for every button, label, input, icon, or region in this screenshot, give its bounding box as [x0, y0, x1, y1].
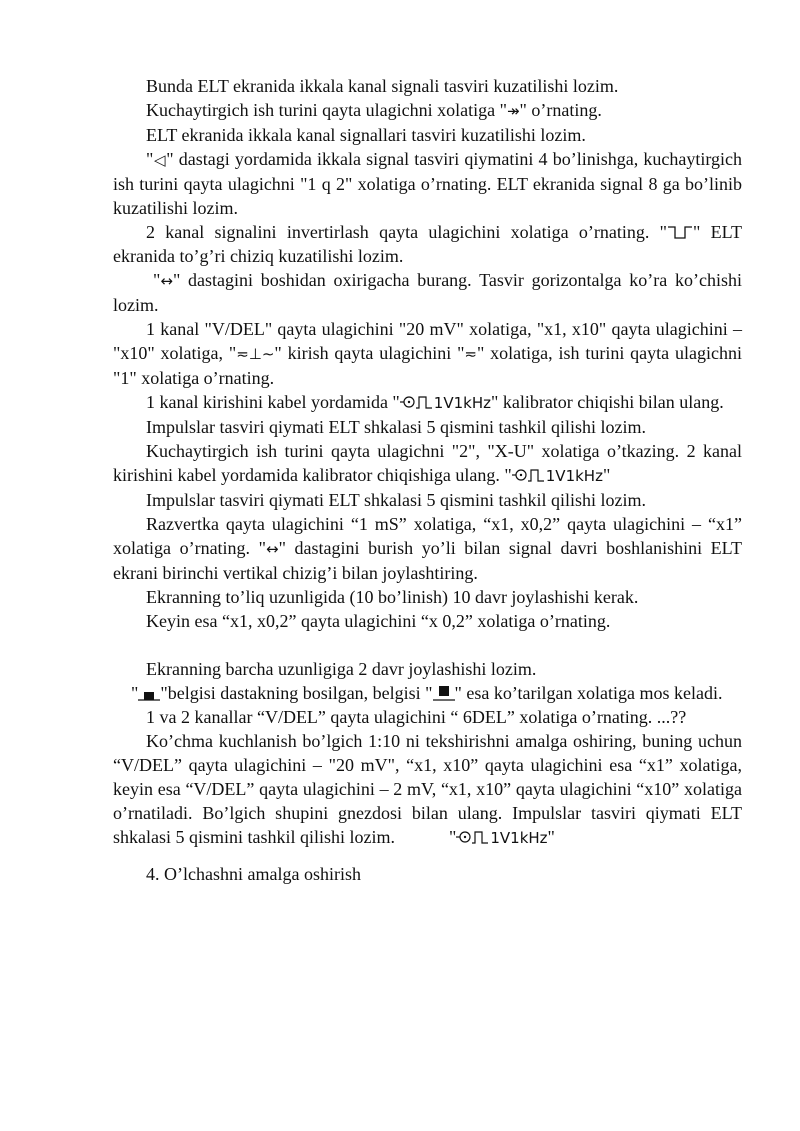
- paragraph-12: [113, 512, 742, 585]
- calibrator-symbol: [400, 394, 491, 412]
- paragraph-4-text-a: ": [146, 149, 154, 169]
- paragraph-7-text-c: " xolatiga, ish turini qayta ulagichni "1" xolatiga o’rnating.: [113, 343, 742, 388]
- paragraph-2-text-a: Kuchaytirgich ish turini qayta ulagichni xolatiga ": [146, 100, 507, 120]
- paragraph-5-text-b: " ELT ekranida to’g’ri chiziq kuzatilishi lozim.: [113, 222, 742, 266]
- left-triangle-icon: ◁: [153, 151, 167, 169]
- paragraph-15: Ekranning barcha uzunligiga 2 davr joylashishi lozim.: [146, 659, 537, 679]
- paragraph-5-text-a: 2 kanal signalini invertirlash qayta ulagichini xolatiga o’rnating. ": [146, 222, 668, 242]
- released-button-icon: [433, 684, 455, 702]
- calibrator-symbol: [456, 829, 547, 847]
- horizontal-arrows-icon: ↔: [160, 272, 173, 290]
- paragraph-16: [113, 681, 742, 705]
- paragraph-12-text-b: " dastagini burish yo’li bilan signal davri boshlanishini ELT ekrani birinchi vertikal chizig’i bilan joylashtiring.: [113, 538, 743, 583]
- paragraph-18-text-c: ": [547, 827, 555, 847]
- ac-gnd-dc-icon: ≂⊥∼: [236, 345, 275, 363]
- paragraph-11: Impulslar tasviri qiymati ELT shkalasi 5 qismini tashkil qilishi lozim.: [146, 490, 646, 510]
- paragraph-7-text-b: " kirish qayta ulagichini ": [274, 343, 465, 363]
- paragraph-10-text-a: Kuchaytirgich ish turini qayta ulagichni "2", "X-U" xolatiga o’tkazing. 2 kanal kirishini kabel yordamida kalibrator chiqishiga ulang. ": [113, 441, 742, 485]
- paragraph-7: [113, 317, 742, 390]
- double-arrow-icon: ↠: [506, 102, 520, 120]
- paragraph-4-text-b: " dastagi yordamida ikkala signal tasviri qiymatini 4 bo’linishga, kuchaytirgich ish turini qayta ulagichni "1 q 2" xolatiga o’rnating. ELT ekranida signal 8 ga bo’linib kuzatilishi lozim.: [113, 149, 742, 218]
- paragraph-10: [113, 439, 742, 488]
- pressed-button-icon: [138, 686, 160, 702]
- paragraph-4: [113, 147, 742, 220]
- invert-pulse-icon: [667, 224, 693, 240]
- paragraph-3: ELT ekranida ikkala kanal signallari tasviri kuzatilishi lozim.: [146, 125, 586, 145]
- calibrator-connector-icon: [456, 829, 490, 845]
- paragraph-6-text-b: " dastagini boshidan oxirigacha burang. Tasvir gorizontalga ko’ra ko’chishi lozim.: [113, 270, 742, 315]
- paragraph-18: [113, 729, 742, 850]
- horizontal-arrows-icon: ↔: [266, 540, 279, 558]
- paragraph-16-text-a: ": [131, 683, 139, 703]
- paragraph-14: Keyin esa “x1, x0,2” qayta ulagichini “x 0,2” xolatiga o’rnating.: [146, 611, 611, 631]
- paragraph-16-text-c: " esa ko’tarilgan xolatiga mos keladi.: [454, 683, 723, 703]
- calibrator-connector-icon: [400, 394, 434, 410]
- paragraph-7-text-a: 1 kanal "V/DEL" qayta ulagichini "20 mV" xolatiga, "x1, x10" qayta ulagichini – "x10" xolatiga, ": [113, 319, 742, 363]
- spacer: [113, 633, 742, 657]
- paragraph-8-text-a: 1 kanal kirishini kabel yordamida ": [146, 392, 400, 412]
- calibrator-label: 1V1kHz: [433, 394, 491, 412]
- paragraph-12-text-a: Razvertka qayta ulagichini “1 mS” xolatiga, “x1, x0,2” qayta ulagichini – “x1” xolatiga o’rnating. ": [113, 514, 742, 558]
- calibrator-label: 1V1kHz: [545, 467, 603, 485]
- paragraph-13: Ekranning to’liq uzunligida (10 bo’linish) 10 davr joylashishi kerak.: [146, 587, 639, 607]
- calibrator-connector-icon: [512, 467, 546, 483]
- paragraph-6: [113, 268, 742, 317]
- paragraph-1: Bunda ELT ekranida ikkala kanal signali tasviri kuzatilishi lozim.: [146, 76, 619, 96]
- ac-dc-icon: ≂: [464, 345, 477, 363]
- calibrator-symbol: [512, 467, 603, 485]
- paragraph-6-text-a: ": [153, 270, 161, 290]
- calibrator-label: 1V1kHz: [490, 829, 548, 847]
- section-heading: 4. O’lchashni amalga oshirish: [146, 864, 361, 884]
- paragraph-18-text-b: ": [449, 827, 457, 847]
- paragraph-9: Impulslar tasviri qiymati ELT shkalasi 5 qismini tashkil qilishi lozim.: [146, 417, 646, 437]
- paragraph-10-text-b: ": [602, 465, 611, 485]
- paragraph-18-text-a: Ko’chma kuchlanish bo’lgich 1:10 ni tekshirishni amalga oshiring, buning uchun “V/DEL” qayta ulagichini – "20 mV", “x1, x10” qayta ulagichini esa “x1” xolatiga, keyin esa “V/DEL” qayta ulagichini – 2 mV, “x1, x10” qayta ulagichini “x10” xolatiga o’rnatiladi. Bo’lgich shupini gnezdosi bilan ulang. Impulslar tasviri qiymati ELT shkalasi 5 qismini tashkil qilishi lozim.: [113, 731, 742, 847]
- paragraph-16-text-b: "belgisi dastakning bosilgan, belgisi ": [160, 683, 433, 703]
- paragraph-2: [113, 98, 742, 123]
- paragraph-2-text-b: " o’rnating.: [519, 100, 602, 120]
- paragraph-17: 1 va 2 kanallar “V/DEL” qayta ulagichini “ 6DEL” xolatiga o’rnating. ...??: [146, 707, 687, 727]
- paragraph-5: [113, 220, 742, 268]
- paragraph-8: [113, 390, 742, 415]
- spacer: [113, 850, 742, 862]
- paragraph-8-text-b: " kalibrator chiqishi bilan ulang.: [490, 392, 724, 412]
